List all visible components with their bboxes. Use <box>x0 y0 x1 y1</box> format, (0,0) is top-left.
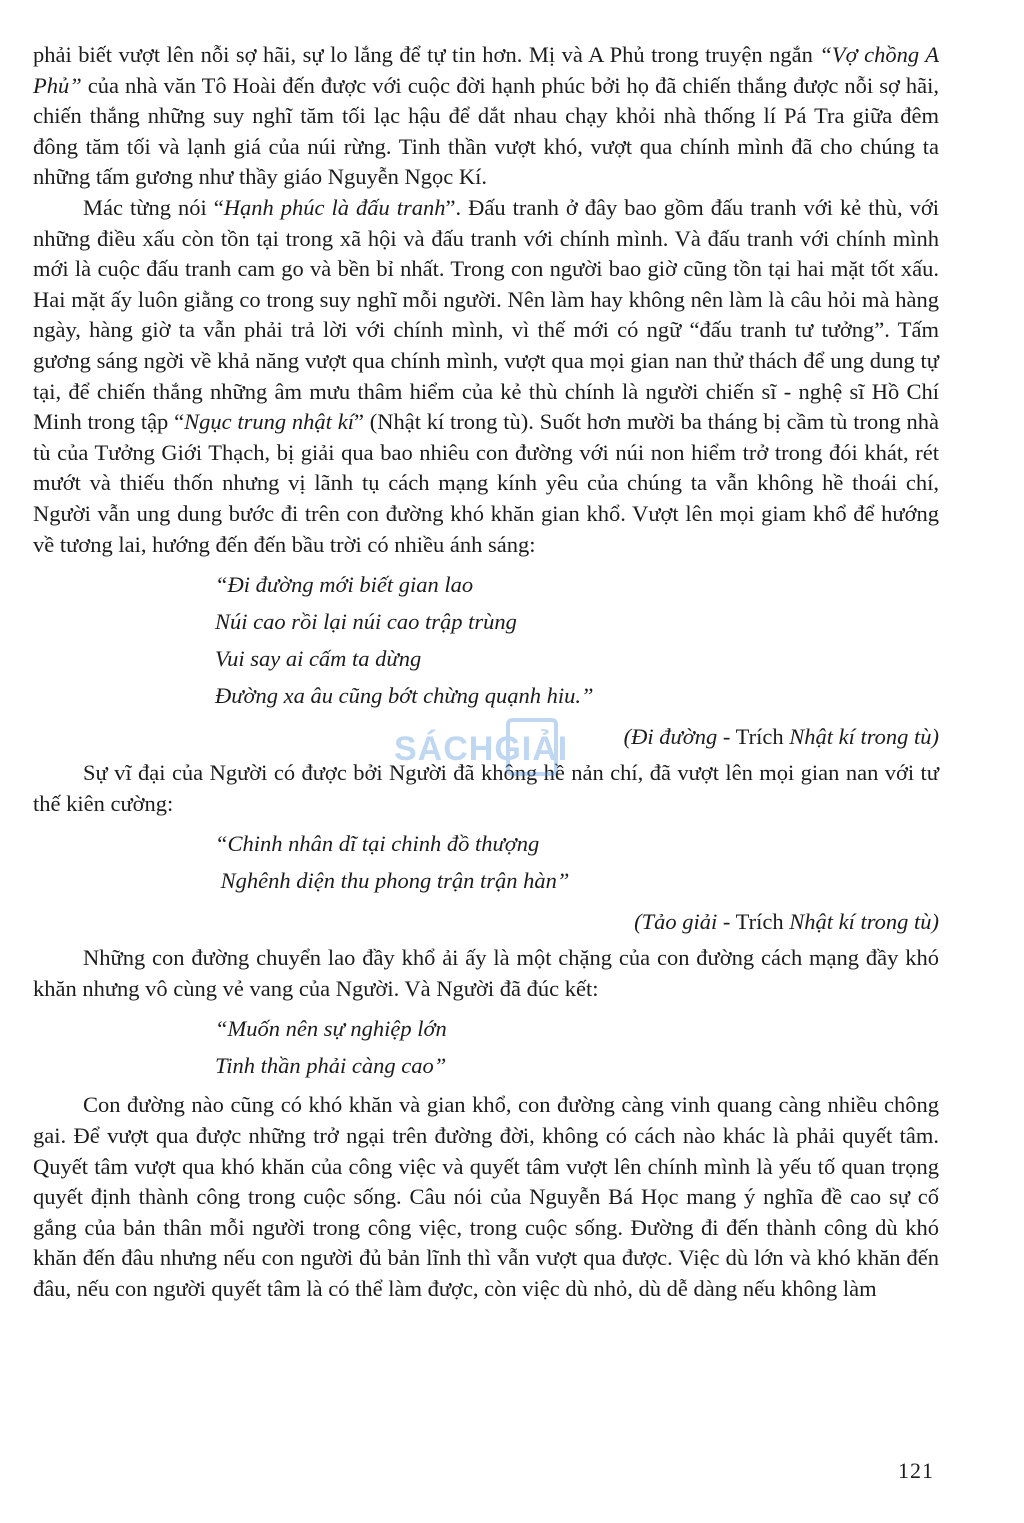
citation-sep: - Trích <box>717 724 790 750</box>
citation-sep: - Trích <box>717 909 790 935</box>
paragraph-4: Những con đường chuyển lao đầy khổ ải ấy là một chặng của con đường cách mạng đầy khó khăn nhưng vô cùng vẻ vang của Người. Và Người đã đúc kết: <box>33 945 939 1001</box>
citation-title: (Tảo giải <box>634 909 718 935</box>
poem-line: Tinh thần phải càng cao” <box>215 1053 447 1079</box>
poem-line: Nghênh diện thu phong trận trận hàn” <box>215 868 570 894</box>
citation-source: Nhật kí trong tù) <box>789 724 939 750</box>
italic-title-text: Hạnh phúc là đấu tranh <box>223 194 446 220</box>
italic-title-text: “Vợ chồng A Phủ” <box>33 42 939 98</box>
watermark-text: SÁCHGIẢI <box>394 730 569 768</box>
poem-di-duong <box>215 566 939 714</box>
paragraph-text: Mác từng nói “ <box>83 194 224 220</box>
paragraph-3: Sự vĩ đại của Người có được bởi Người đã không hề nản chí, đã vượt lên mọi gian nan với tư thế kiên cường: <box>33 760 939 816</box>
paragraph-5: Con đường nào cũng có khó khăn và gian khổ, con đường càng vinh quang càng nhiều chông gai. Để vượt qua được những trở ngại trên đường đời, không có cách nào khác là phải quyết tâm. Quyết tâm vượt qua khó khăn của công việc và quyết tâm vượt lên chính mình là yếu tố quan trọng quyết định thành công trong cuộc sống. Câu nói của Nguyễn Bá Học mang ý nghĩa đề cao sự cố gắng của bản thân mỗi người trong công việc, trong cuộc sống. Đường đi đến thành công dù khó khăn đến đâu nhưng nếu con người đủ bản lĩnh thì vẫn vượt qua được. Việc dù lớn và khó khăn đến đâu, nếu con người quyết tâm là có thể làm được, còn việc dù nhỏ, dù dễ dàng nếu không làm <box>33 1092 939 1302</box>
page-number: 121 <box>898 1458 934 1483</box>
paragraph-text: của nhà văn Tô Hoài đến được với cuộc đời hạnh phúc bởi họ đã chiến thắng được nỗi sợ hãi, chiến thắng những suy nghĩ tăm tối lạc hậu để dắt nhau chạy khỏi nhà thống lí Pá Tra giữa đêm đông tăm tối và lạnh giá của núi rừng. Tinh thần vượt khó, vượt qua chính mình đã cho chúng ta những tấm gương như thầy giáo Nguyễn Ngọc Kí. <box>33 72 939 190</box>
poem-line: “Đi đường mới biết gian lao <box>215 572 474 598</box>
document-body <box>33 40 939 1305</box>
poem-line: “Muốn nên sự nghiệp lớn <box>215 1016 447 1042</box>
citation-source: Nhật kí trong tù) <box>789 909 939 935</box>
poem-line: Đường xa âu cũng bớt chừng quạnh hiu.” <box>215 683 594 709</box>
poem-line: Vui say ai cấm ta dừng <box>215 646 422 672</box>
paragraph-text: phải biết vượt lên nỗi sợ hãi, sự lo lắng để tự tin hơn. Mị và A Phủ trong truyện ngắn <box>33 42 820 67</box>
poem-muon-nen <box>215 1010 939 1084</box>
paragraph-1 <box>33 40 939 193</box>
citation-tao-giai <box>33 905 939 939</box>
poem-tao-giai <box>215 825 939 899</box>
citation-di-duong <box>33 720 939 754</box>
poem-line: Núi cao rồi lại núi cao trập trùng <box>215 609 517 635</box>
poem-line: “Chinh nhân dĩ tại chinh đồ thượng <box>215 831 540 857</box>
paragraph-text: ” (Nhật kí trong tù). Suốt hơn mười ba tháng bị cầm tù trong nhà tù của Tưởng Giới Thạch, bị giải qua bao nhiêu con đường với núi non hiểm trở trong đói khát, rét mướt và thiếu thốn nhưng vị lãnh tụ cách mạng kính yêu của chúng ta vẫn không hề thoái chí, Người vẫn ung dung bước đi trên con đường khó khăn gian khổ. Vượt lên mọi giam khổ để hướng về tương lai, hướng đến đến bầu trời có nhiều ánh sáng: <box>33 409 939 557</box>
paragraph-text: ”. Đấu tranh ở đây bao gồm đấu tranh với kẻ thù, với những điều xấu còn tồn tại trong xã hội và đấu tranh với chính mình. Và đấu tranh với chính mình mới là cuộc đấu tranh cam go và bền bỉ nhất. Trong con người bao giờ cũng tồn tại hai mặt tốt xấu. Hai mặt ấy luôn giằng co trong suy nghĩ mỗi người. Nên làm hay không nên làm là câu hỏi mà hàng ngày, hàng giờ ta vẫn phải trả lời với chính mình, vì thế mới có ngữ “đấu tranh tư tưởng”. Tấm gương sáng ngời về khả năng vượt qua chính mình, vượt qua mọi gian nan thử thách để ung dung tự tại, để chiến thắng những âm mưu thâm hiểm của kẻ thù chính là người chiến sĩ - nghệ sĩ Hồ Chí Minh trong tập “ <box>33 194 939 435</box>
paragraph-2 <box>33 193 939 560</box>
citation-title: (Đi đường <box>623 724 718 750</box>
italic-title-text: Ngục trung nhật kí <box>184 409 354 435</box>
